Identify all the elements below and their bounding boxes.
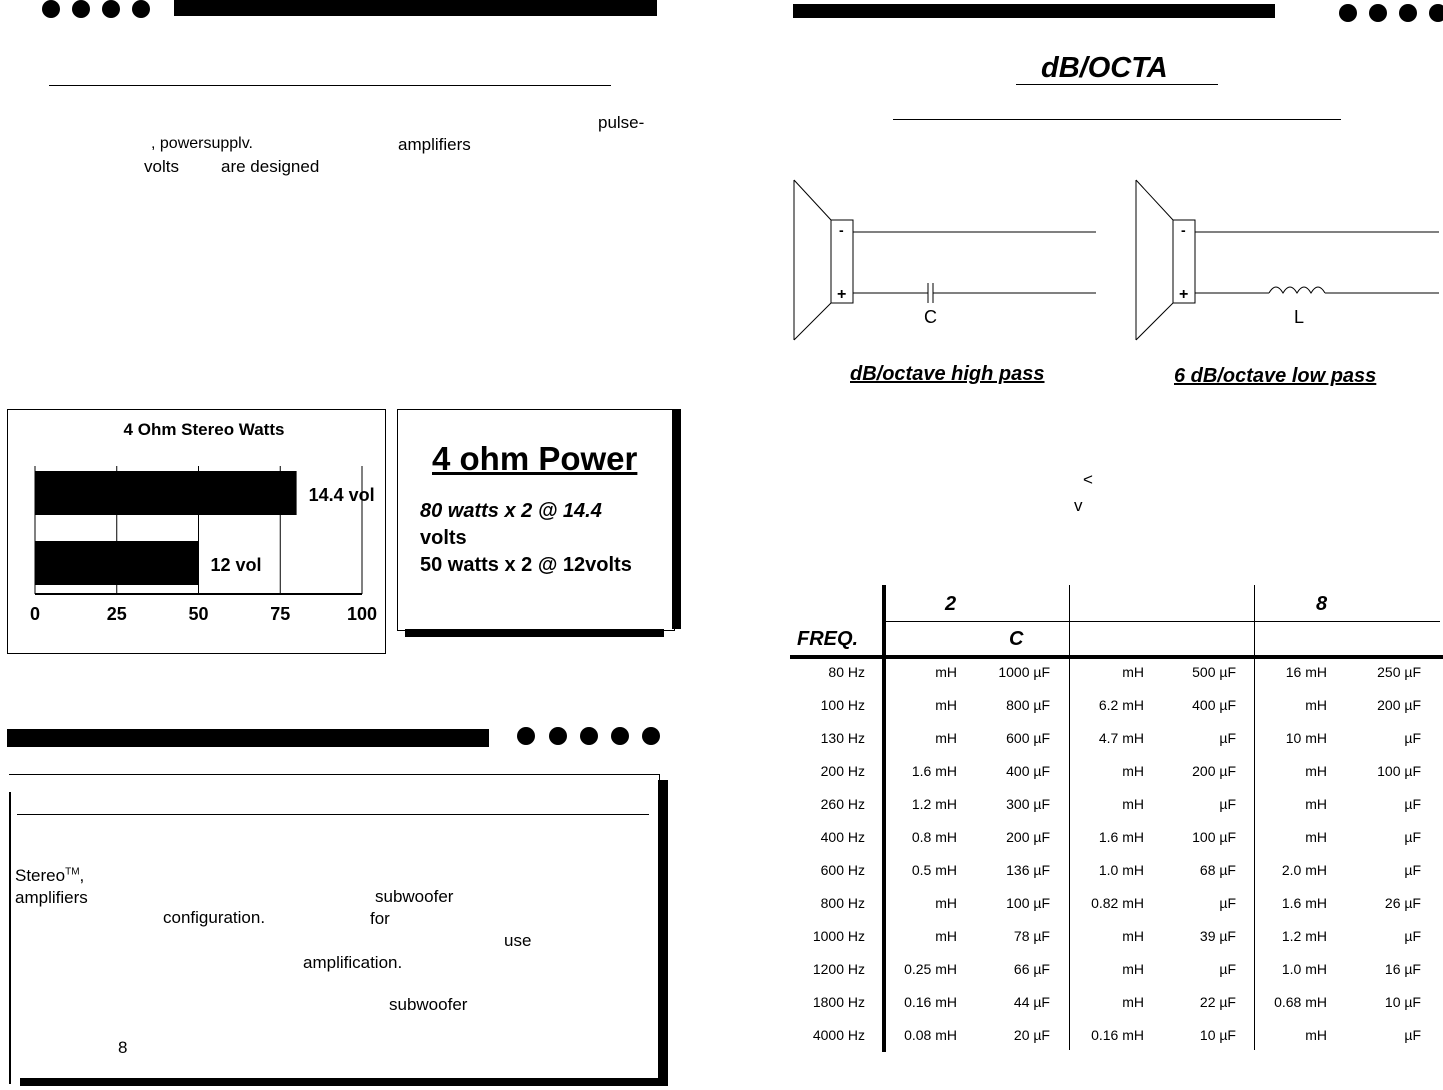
bottom-fragment: amplifiers [15, 888, 88, 907]
intro-fragment: pulse- [598, 113, 645, 132]
right-header-dot-3 [1399, 4, 1417, 22]
bottom-box-right-edge [658, 780, 668, 1084]
mid-dot-1 [517, 727, 535, 745]
value-cell: 44 µF [1013, 994, 1050, 1010]
value-cell: 600 µF [1006, 730, 1050, 746]
right-header-dot-1 [1339, 4, 1357, 22]
intro-fragment: , powersupplv. [151, 135, 253, 152]
value-cell: 200 µF [1377, 697, 1421, 713]
value-cell: 300 µF [1006, 796, 1050, 812]
value-cell: 6.2 mH [1098, 697, 1144, 713]
value-cell: 1.2 mH [911, 796, 957, 812]
freq-header: FREQ. [797, 628, 859, 650]
value-cell: µF [1219, 796, 1236, 812]
value-cell: 0.08 mH [904, 1027, 957, 1043]
value-cell: 1.0 mH [1098, 862, 1144, 878]
freq-cell: 100 Hz [820, 697, 865, 713]
value-cell: mH [1122, 994, 1144, 1010]
intro-fragment: are designed [221, 157, 320, 176]
header-dot-4 [132, 0, 150, 18]
bottom-fragment: use [504, 931, 532, 950]
value-cell: µF [1219, 895, 1236, 911]
value-cell: µF [1219, 730, 1236, 746]
chart-tick-label: 100 [346, 604, 378, 624]
value-cell: 20 µF [1013, 1027, 1050, 1043]
chart-title: 4 Ohm Stereo Watts [123, 420, 285, 439]
value-cell: 1.6 mH [911, 763, 957, 779]
header-dot-1 [42, 0, 60, 18]
value-cell: 26 µF [1384, 895, 1421, 911]
value-cell: 200 µF [1006, 829, 1050, 845]
chart-bar [35, 541, 199, 585]
symbol-v: v [1074, 496, 1083, 515]
value-cell: 1000 µF [998, 664, 1050, 680]
power-box [397, 409, 675, 631]
value-cell: µF [1219, 961, 1236, 977]
intro-fragment: volts [144, 157, 179, 176]
value-cell: 0.8 mH [911, 829, 957, 845]
value-cell: 0.68 mH [1274, 994, 1327, 1010]
mid-dot-5 [642, 727, 660, 745]
value-cell: 1.6 mH [1098, 829, 1144, 845]
group-header-2: 2 [945, 593, 957, 615]
value-cell: µF [1404, 796, 1421, 812]
symbol-lt: < [1083, 470, 1093, 489]
value-cell: 100 µF [1006, 895, 1050, 911]
power-line-1: 80 watts x 2 @ 14.4 [420, 500, 602, 522]
value-cell: mH [1122, 763, 1144, 779]
value-cell: mH [935, 928, 957, 944]
crossover-diagrams [783, 175, 1443, 355]
plus-terminal: + [1179, 286, 1189, 303]
value-cell: mH [1305, 829, 1327, 845]
value-cell: 66 µF [1013, 961, 1050, 977]
value-cell: 10 µF [1384, 994, 1421, 1010]
minus-terminal: - [1181, 222, 1186, 238]
header-dot-2 [72, 0, 90, 18]
value-cell: µF [1404, 862, 1421, 878]
value-cell: 0.16 mH [1091, 1027, 1144, 1043]
value-cell: 78 µF [1013, 928, 1050, 944]
bottom-box-rule [17, 814, 649, 815]
chart-tick-label: 75 [270, 604, 291, 624]
section-rule [49, 85, 611, 86]
table-hline-1 [885, 621, 1440, 622]
value-cell: 800 µF [1006, 697, 1050, 713]
chart-bar-label: 12 vol [210, 555, 262, 575]
bottom-fragment: configuration. [163, 908, 266, 927]
power-box-shadow-right [672, 409, 681, 629]
value-cell: 500 µF [1192, 664, 1236, 680]
mid-dot-2 [549, 727, 567, 745]
power-line-3: 50 watts x 2 @ 12volts [420, 554, 632, 576]
freq-cell: 4000 Hz [812, 1027, 865, 1043]
freq-cell: 1200 Hz [812, 961, 865, 977]
value-cell: mH [1122, 928, 1144, 944]
caption-low-pass: 6 dB/octave low pass [1174, 365, 1377, 387]
value-cell: µF [1404, 829, 1421, 845]
value-cell: µF [1404, 928, 1421, 944]
value-cell: 400 µF [1192, 697, 1236, 713]
right-header-dot-2 [1369, 4, 1387, 22]
freq-cell: 200 Hz [820, 763, 865, 779]
value-cell: 1.0 mH [1281, 961, 1327, 977]
chart-tick-label: 0 [29, 604, 41, 624]
value-cell: µF [1404, 730, 1421, 746]
power-title: 4 ohm Power [432, 440, 638, 477]
bottom-fragment: for [370, 909, 390, 928]
value-cell: 0.25 mH [904, 961, 957, 977]
freq-cell: 130 Hz [820, 730, 865, 746]
value-cell: mH [1122, 664, 1144, 680]
bottom-box-left-edge [9, 792, 11, 1084]
chart-tick-label: 50 [188, 604, 209, 624]
value-cell: 10 µF [1199, 1027, 1236, 1043]
watts-chart [7, 409, 386, 654]
freq-cell: 800 Hz [820, 895, 865, 911]
value-cell: mH [935, 664, 957, 680]
value-cell: mH [1305, 697, 1327, 713]
chart-box [7, 409, 386, 654]
bottom-fragment: subwoofer [389, 995, 468, 1014]
chart-bar-label: 14.4 vol [308, 485, 375, 505]
freq-cell: 260 Hz [820, 796, 865, 812]
bottom-fragment: 8 [118, 1038, 128, 1057]
freq-cell: 1800 Hz [812, 994, 865, 1010]
value-cell: mH [935, 895, 957, 911]
power-box-shadow-bottom [405, 629, 664, 637]
chart-bar [35, 471, 297, 515]
minus-terminal: - [839, 222, 844, 238]
value-cell: 39 µF [1199, 928, 1236, 944]
caption-high-pass: dB/octave high pass [850, 363, 1045, 385]
value-cell: mH [1305, 1027, 1327, 1043]
value-cell: µF [1404, 1027, 1421, 1043]
chart-tick-label: 25 [106, 604, 127, 624]
intro-fragment: amplifiers [398, 135, 471, 154]
value-cell: 2.0 mH [1281, 862, 1327, 878]
value-cell: 0.82 mH [1091, 895, 1144, 911]
mid-dot-3 [580, 727, 598, 745]
header-rule [174, 0, 657, 16]
right-header-dot-4 [1429, 4, 1443, 22]
power-line-2: volts [420, 527, 467, 549]
mid-rule [7, 729, 489, 747]
bottom-box-bottom-edge [20, 1078, 668, 1086]
value-cell: 16 mH [1285, 664, 1327, 680]
header-dot-3 [102, 0, 120, 18]
value-cell: 22 µF [1199, 994, 1236, 1010]
value-cell: 0.5 mH [911, 862, 957, 878]
value-cell: 16 µF [1384, 961, 1421, 977]
freq-cell: 400 Hz [820, 829, 865, 845]
value-cell: 200 µF [1192, 763, 1236, 779]
value-cell: 136 µF [1006, 862, 1050, 878]
page-title: dB/OCTA [1041, 52, 1168, 84]
value-cell: 100 µF [1377, 763, 1421, 779]
table-hline-2 [790, 655, 1443, 659]
freq-cell: 1000 Hz [812, 928, 865, 944]
c-header: C [1009, 628, 1024, 650]
bottom-fragment: subwoofer [375, 887, 454, 906]
freq-cell: 600 Hz [820, 862, 865, 878]
value-cell: 250 µF [1377, 664, 1421, 680]
section-rule-right [893, 119, 1341, 120]
value-cell: 10 mH [1285, 730, 1327, 746]
value-cell: 0.16 mH [904, 994, 957, 1010]
value-cell: mH [1305, 763, 1327, 779]
capacitor-label: C [924, 307, 937, 327]
inductor-label: L [1294, 307, 1305, 327]
plus-terminal: + [837, 286, 847, 303]
value-cell: mH [1305, 796, 1327, 812]
bottom-box [9, 774, 660, 1080]
value-cell: 4.7 mH [1098, 730, 1144, 746]
bottom-fragment: amplification. [303, 953, 403, 972]
value-cell: mH [935, 730, 957, 746]
value-cell: mH [935, 697, 957, 713]
freq-cell: 80 Hz [828, 664, 865, 680]
title-underline [1016, 84, 1218, 85]
right-header-rule [793, 4, 1275, 18]
value-cell: 400 µF [1006, 763, 1050, 779]
value-cell: mH [1122, 961, 1144, 977]
value-cell: 1.6 mH [1281, 895, 1327, 911]
value-cell: 68 µF [1199, 862, 1236, 878]
value-cell: 1.2 mH [1281, 928, 1327, 944]
value-cell: 100 µF [1192, 829, 1236, 845]
value-cell: mH [1122, 796, 1144, 812]
speaker-low-pass [1136, 180, 1439, 340]
group-header-8: 8 [1316, 593, 1328, 615]
bottom-fragment: Stereo™, [15, 866, 85, 885]
speaker-high-pass [794, 180, 1096, 340]
mid-dot-4 [611, 727, 629, 745]
